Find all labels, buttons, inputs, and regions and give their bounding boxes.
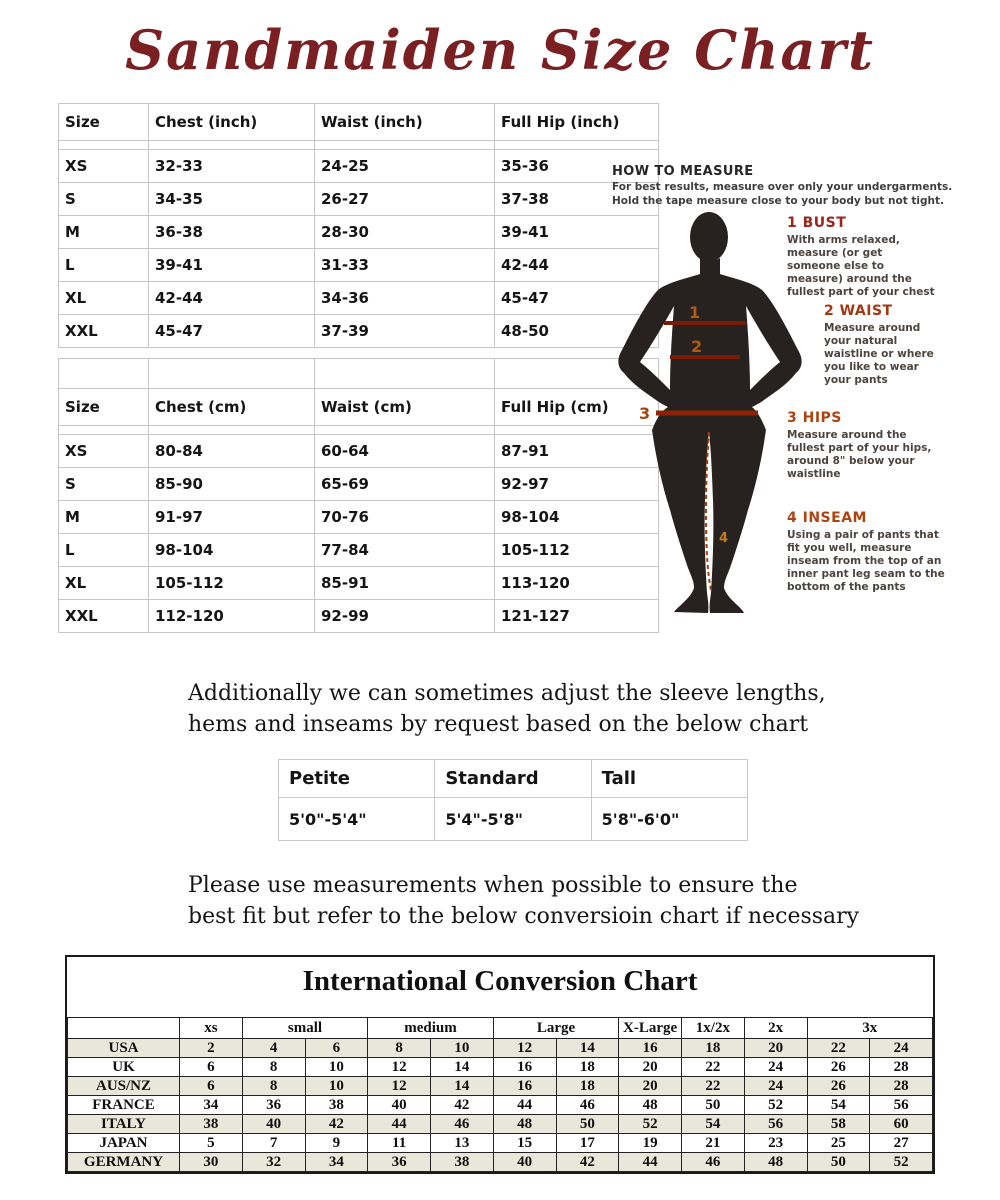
height-range-cell: 5'8"-6'0" (591, 798, 747, 841)
size-cell: 92-97 (495, 468, 659, 501)
conversion-size-cell: 50 (682, 1096, 745, 1115)
size-cell: 39-41 (495, 216, 659, 249)
spacer-row (59, 426, 659, 435)
conversion-size-cell: 12 (368, 1058, 431, 1077)
conversion-size-cell: 5 (180, 1134, 243, 1153)
height-value-row (279, 798, 748, 841)
figure-number-inseam: 4 (719, 531, 729, 546)
size-cell: 113-120 (495, 567, 659, 600)
conversion-size-cell: 18 (556, 1077, 619, 1096)
size-column-header: Chest (cm) (149, 389, 315, 426)
conversion-size-cell: 13 (431, 1134, 494, 1153)
height-column-header: Tall (591, 760, 747, 798)
size-column-header: Size (59, 389, 149, 426)
step-heading: 3 HIPS (787, 410, 842, 426)
size-cell: 98-104 (149, 534, 315, 567)
size-header-row (59, 104, 659, 141)
size-cell: 121-127 (495, 600, 659, 633)
size-cell: 26-27 (315, 183, 495, 216)
conversion-size-cell: 46 (431, 1115, 494, 1134)
size-cell: 48-50 (495, 315, 659, 348)
size-cell: 85-90 (149, 468, 315, 501)
conversion-size-cell: 18 (556, 1058, 619, 1077)
size-cell: 45-47 (495, 282, 659, 315)
step-text: Using a pair of pants that fit you well, measure inseam from the top of an inner pant leg seam to the bottom of the pants (787, 529, 945, 593)
conversion-region-label: JAPAN (68, 1134, 180, 1153)
table-gap-row (59, 359, 659, 389)
size-row (59, 567, 659, 600)
size-cell: XS (59, 150, 149, 183)
conversion-size-cell: 42 (556, 1153, 619, 1172)
conversion-size-cell: 38 (305, 1096, 368, 1115)
conversion-size-cell: 16 (619, 1039, 682, 1058)
height-header-row (279, 760, 748, 798)
conversion-size-cell: 6 (305, 1039, 368, 1058)
conversion-size-cell: 12 (493, 1039, 556, 1058)
empty-cell (495, 141, 659, 150)
size-column-header: Waist (cm) (315, 389, 495, 426)
empty-cell (149, 141, 315, 150)
conversion-size-cell: 10 (431, 1039, 494, 1058)
height-column-header: Petite (279, 760, 435, 798)
how-to-measure-subtitle (612, 181, 957, 208)
empty-cell (59, 359, 149, 389)
conversion-size-cell: 44 (368, 1115, 431, 1134)
conversion-size-cell: 48 (619, 1096, 682, 1115)
conversion-row (68, 1058, 933, 1077)
conversion-size-cell: 4 (242, 1039, 305, 1058)
conversion-size-cell: 34 (305, 1153, 368, 1172)
conversion-size-cell: 24 (870, 1039, 933, 1058)
size-row (59, 216, 659, 249)
page-title: Sandmaiden Size Chart (125, 18, 875, 82)
size-cell: 91-97 (149, 501, 315, 534)
conversion-size-cell: 24 (744, 1077, 807, 1096)
size-cell: 92-99 (315, 600, 495, 633)
conversion-size-cell: 22 (682, 1058, 745, 1077)
conversion-row (68, 1096, 933, 1115)
measure-step-hips (787, 410, 945, 481)
step-heading: 2 WAIST (824, 303, 893, 319)
height-column-header: Standard (435, 760, 591, 798)
size-cell: 42-44 (149, 282, 315, 315)
conversion-size-cell: 40 (493, 1153, 556, 1172)
conversion-chart (65, 955, 935, 1174)
empty-cell (315, 359, 495, 389)
note-line: Additionally we can sometimes adjust the sleeve lengths, (188, 681, 826, 706)
empty-cell (315, 141, 495, 150)
size-cell: 28-30 (315, 216, 495, 249)
conversion-size-cell: 34 (180, 1096, 243, 1115)
conversion-row (68, 1153, 933, 1172)
conversion-size-cell: 30 (180, 1153, 243, 1172)
conversion-size-cell: 60 (870, 1115, 933, 1134)
size-cell: S (59, 468, 149, 501)
size-cell: 34-35 (149, 183, 315, 216)
size-cell: L (59, 534, 149, 567)
conversion-size-cell: 7 (242, 1134, 305, 1153)
conversion-size-cell: 16 (493, 1058, 556, 1077)
conversion-size-cell: 27 (870, 1134, 933, 1153)
conversion-size-cell: 52 (870, 1153, 933, 1172)
size-column-header: Waist (inch) (315, 104, 495, 141)
size-cell: 77-84 (315, 534, 495, 567)
conversion-size-cell: 32 (242, 1153, 305, 1172)
height-range-cell: 5'0"-5'4" (279, 798, 435, 841)
conversion-size-cell: 8 (368, 1039, 431, 1058)
figure-number-waist: 2 (691, 337, 703, 356)
conversion-size-cell: 16 (493, 1077, 556, 1096)
conversion-size-cell: 42 (305, 1115, 368, 1134)
size-cell: 112-120 (149, 600, 315, 633)
conversion-size-cell: 48 (493, 1115, 556, 1134)
conversion-group-header: 1x/2x (682, 1018, 745, 1039)
empty-cell (59, 426, 149, 435)
conversion-size-cell: 12 (368, 1077, 431, 1096)
size-row (59, 282, 659, 315)
conversion-row (68, 1039, 933, 1058)
conversion-size-cell: 38 (431, 1153, 494, 1172)
conversion-size-cell: 38 (180, 1115, 243, 1134)
conversion-size-cell: 17 (556, 1134, 619, 1153)
conversion-size-cell: 40 (242, 1115, 305, 1134)
conversion-size-cell: 56 (870, 1096, 933, 1115)
conversion-header-row (68, 1018, 933, 1039)
empty-cell (149, 426, 315, 435)
conversion-group-header: Large (493, 1018, 619, 1039)
step-heading: 4 INSEAM (787, 510, 867, 526)
conversion-size-cell: 14 (556, 1039, 619, 1058)
size-cell: 36-38 (149, 216, 315, 249)
conversion-group-header: xs (180, 1018, 243, 1039)
conversion-size-cell: 52 (619, 1115, 682, 1134)
size-cell: 65-69 (315, 468, 495, 501)
size-column-header: Full Hip (cm) (495, 389, 659, 426)
size-column-header: Chest (inch) (149, 104, 315, 141)
conversion-size-cell: 8 (242, 1077, 305, 1096)
size-cell: 80-84 (149, 435, 315, 468)
conversion-group-header: X-Large (619, 1018, 682, 1039)
conversion-size-cell: 48 (744, 1153, 807, 1172)
step-text: With arms relaxed, measure (or get someone else to measure) around the fullest part of your chest (787, 234, 935, 298)
conversion-size-cell: 23 (744, 1134, 807, 1153)
size-cell: M (59, 216, 149, 249)
step-heading: 1 BUST (787, 215, 847, 231)
size-table-inch (58, 103, 659, 348)
conversion-region-label: GERMANY (68, 1153, 180, 1172)
conversion-size-cell: 28 (870, 1058, 933, 1077)
conversion-size-cell: 58 (807, 1115, 870, 1134)
size-header-row (59, 389, 659, 426)
measure-step-waist (824, 303, 944, 387)
size-column-header: Size (59, 104, 149, 141)
size-cell: 32-33 (149, 150, 315, 183)
size-cell: 105-112 (495, 534, 659, 567)
figure-number-bust: 1 (689, 303, 701, 322)
adjustment-note (188, 678, 868, 740)
conversion-size-cell: 54 (682, 1115, 745, 1134)
size-cell: L (59, 249, 149, 282)
conversion-group-header (68, 1018, 180, 1039)
size-cell: 37-38 (495, 183, 659, 216)
size-cell: 85-91 (315, 567, 495, 600)
size-row (59, 315, 659, 348)
conversion-size-cell: 20 (619, 1077, 682, 1096)
size-cell: XXL (59, 600, 149, 633)
size-cell: 60-64 (315, 435, 495, 468)
conversion-size-cell: 10 (305, 1058, 368, 1077)
conversion-size-cell: 54 (807, 1096, 870, 1115)
empty-cell (149, 359, 315, 389)
conversion-size-cell: 9 (305, 1134, 368, 1153)
subtitle-line-1: For best results, measure over only your undergarments. (612, 181, 953, 193)
step-text: Measure around the fullest part of your hips, around 8" below your waistline (787, 429, 932, 480)
conversion-row (68, 1077, 933, 1096)
conversion-row (68, 1134, 933, 1153)
measure-step-bust (787, 215, 939, 299)
height-fit-table (278, 759, 748, 841)
note-line: hems and inseams by request based on the below chart (188, 712, 809, 737)
size-cell: 70-76 (315, 501, 495, 534)
size-row (59, 501, 659, 534)
conversion-group-header: 3x (807, 1018, 933, 1039)
conversion-size-cell: 11 (368, 1134, 431, 1153)
size-cell: M (59, 501, 149, 534)
size-cell: 87-91 (495, 435, 659, 468)
size-cell: 45-47 (149, 315, 315, 348)
conversion-region-label: ITALY (68, 1115, 180, 1134)
conversion-size-cell: 2 (180, 1039, 243, 1058)
size-row (59, 150, 659, 183)
silhouette-head (690, 212, 728, 262)
conversion-size-cell: 19 (619, 1134, 682, 1153)
size-cell: 31-33 (315, 249, 495, 282)
body-silhouette-figure (612, 210, 812, 622)
conversion-region-label: AUS/NZ (68, 1077, 180, 1096)
size-table-cm (58, 358, 659, 633)
conversion-size-cell: 14 (431, 1077, 494, 1096)
size-cell: 37-39 (315, 315, 495, 348)
conversion-size-cell: 36 (368, 1153, 431, 1172)
size-cell: 105-112 (149, 567, 315, 600)
size-row (59, 468, 659, 501)
size-cell: S (59, 183, 149, 216)
size-cell: XL (59, 567, 149, 600)
conversion-size-cell: 26 (807, 1077, 870, 1096)
conversion-region-label: USA (68, 1039, 180, 1058)
conversion-size-cell: 18 (682, 1039, 745, 1058)
measurement-note (188, 870, 868, 932)
conversion-group-header: 2x (744, 1018, 807, 1039)
conversion-size-cell: 44 (493, 1096, 556, 1115)
conversion-size-cell: 21 (682, 1134, 745, 1153)
conversion-size-cell: 40 (368, 1096, 431, 1115)
conversion-size-cell: 46 (682, 1153, 745, 1172)
subtitle-line-2: Hold the tape measure close to your body but not tight. (612, 194, 944, 207)
conversion-size-cell: 24 (744, 1058, 807, 1077)
size-cell: 42-44 (495, 249, 659, 282)
size-cell: 35-36 (495, 150, 659, 183)
note-line: best fit but refer to the below conversioin chart if necessary (188, 904, 860, 929)
conversion-size-cell: 44 (619, 1153, 682, 1172)
conversion-region-label: UK (68, 1058, 180, 1077)
size-cell: XL (59, 282, 149, 315)
conversion-size-cell: 36 (242, 1096, 305, 1115)
size-row (59, 435, 659, 468)
conversion-table (67, 1017, 933, 1172)
spacer-row (59, 141, 659, 150)
conversion-size-cell: 46 (556, 1096, 619, 1115)
conversion-size-cell: 10 (305, 1077, 368, 1096)
how-to-measure-title: HOW TO MEASURE (612, 164, 754, 179)
conversion-size-cell: 56 (744, 1115, 807, 1134)
conversion-size-cell: 50 (807, 1153, 870, 1172)
figure-number-hips: 3 (639, 404, 651, 423)
size-cell: 24-25 (315, 150, 495, 183)
conversion-group-header: small (242, 1018, 368, 1039)
inseam-measure-line (706, 432, 711, 590)
conversion-size-cell: 22 (682, 1077, 745, 1096)
conversion-size-cell: 26 (807, 1058, 870, 1077)
conversion-region-label: FRANCE (68, 1096, 180, 1115)
empty-cell (315, 426, 495, 435)
conversion-size-cell: 22 (807, 1039, 870, 1058)
empty-cell (59, 141, 149, 150)
conversion-size-cell: 6 (180, 1077, 243, 1096)
size-row (59, 249, 659, 282)
size-cell: 39-41 (149, 249, 315, 282)
conversion-size-cell: 15 (493, 1134, 556, 1153)
size-row (59, 534, 659, 567)
conversion-size-cell: 42 (431, 1096, 494, 1115)
size-row (59, 183, 659, 216)
size-column-header: Full Hip (inch) (495, 104, 659, 141)
size-cell: XS (59, 435, 149, 468)
conversion-size-cell: 20 (744, 1039, 807, 1058)
conversion-row (68, 1115, 933, 1134)
measurement-figure (612, 210, 812, 622)
conversion-size-cell: 14 (431, 1058, 494, 1077)
size-cell: 34-36 (315, 282, 495, 315)
conversion-size-cell: 6 (180, 1058, 243, 1077)
silhouette-body (618, 258, 801, 613)
conversion-size-cell: 52 (744, 1096, 807, 1115)
measure-step-inseam (787, 510, 947, 594)
conversion-size-cell: 25 (807, 1134, 870, 1153)
step-text: Measure around your natural waistline or where you like to wear your pants (824, 322, 934, 386)
conversion-chart-title: International Conversion Chart (302, 965, 698, 997)
conversion-group-header: medium (368, 1018, 494, 1039)
conversion-size-cell: 50 (556, 1115, 619, 1134)
height-range-cell: 5'4"-5'8" (435, 798, 591, 841)
size-cell: XXL (59, 315, 149, 348)
note-line: Please use measurements when possible to ensure the (188, 873, 798, 898)
conversion-size-cell: 20 (619, 1058, 682, 1077)
conversion-size-cell: 28 (870, 1077, 933, 1096)
size-cell: 98-104 (495, 501, 659, 534)
conversion-size-cell: 8 (242, 1058, 305, 1077)
size-row (59, 600, 659, 633)
